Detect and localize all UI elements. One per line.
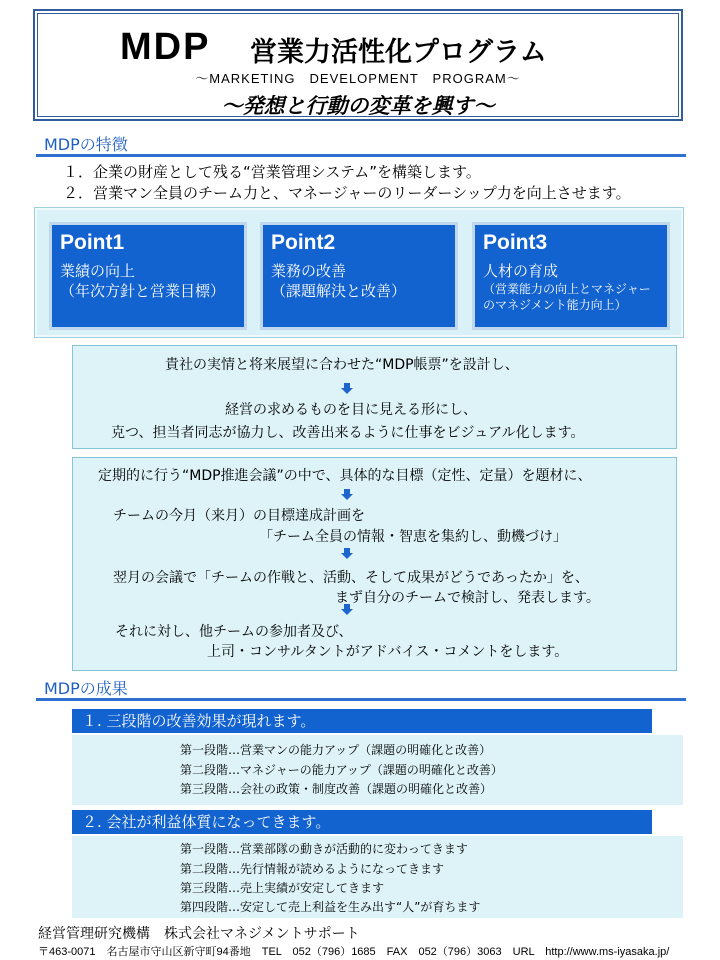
flow-line: 上司・コンサルタントがアドバイス・コメントをします。 — [207, 644, 569, 660]
result-item: 第三段階…会社の政策・制度改善（課題の明確化と改善） — [180, 782, 493, 796]
flow-line: チームの今月（来月）の目標達成計画を — [113, 508, 365, 524]
feature-item-1: １．企業の財産として残る“営業管理システム”を構築します。 — [63, 163, 481, 181]
point-line: 業績の向上 — [60, 262, 136, 280]
flow-line: 翌月の会議で「チームの作戦と、活動、そして成果がどうであったか」を、 — [113, 570, 589, 586]
result-item: 第二段階…先行情報が読めるようになってきます — [180, 862, 445, 876]
results-rule — [36, 698, 686, 701]
features-rule — [36, 154, 686, 157]
result-item: 第二段階…マネジャーの能力アップ（課題の明確化と改善） — [180, 763, 503, 777]
result-item: 第一段階…営業マンの能力アップ（課題の明確化と改善） — [180, 743, 492, 757]
flow-line: 定期的に行う“MDP推進会議”の中で、具体的な目標（定性、定量）を題材に、 — [98, 468, 592, 484]
point-title: Point2 — [271, 231, 336, 254]
point-line: （営業能力の向上とマネジャー — [483, 282, 651, 296]
flow-line: 経営の求めるものを目に見える形にし、 — [225, 402, 477, 418]
result-heading-1: １. 三段階の改善効果が現れます。 — [72, 709, 652, 733]
point-title: Point1 — [60, 231, 125, 254]
points-panel — [34, 207, 684, 338]
flow-line: 「チーム全員の情報・智恵を集約し、動機づけ」 — [259, 529, 567, 545]
point-line: 人材の育成 — [483, 262, 559, 280]
point-line: （課題解決と改善） — [271, 282, 407, 300]
flow-box-design — [72, 345, 677, 449]
result-item: 第四段階…安定して売上利益を生み出す“人”が育ちます — [180, 900, 481, 914]
tagline: 〜発想と行動の変革を興す〜 — [221, 94, 495, 118]
result-box-2 — [72, 836, 683, 918]
point-line: （年次方針と営業目標） — [60, 282, 226, 300]
flow-line: それに対し、他チームの参加者及び、 — [115, 624, 353, 640]
flow-line: 克つ、担当者同志が協力し、改善出来るように仕事をビジュアル化します。 — [111, 425, 585, 441]
header-box — [33, 9, 683, 121]
title-program: 営業力活性化プログラム — [250, 37, 547, 68]
point-card-1 — [49, 222, 247, 330]
feature-item-2: ２．営業マン全員のチーム力と、マネージャーのリーダーシップ力を向上させます。 — [63, 184, 631, 202]
point-card-3 — [472, 222, 670, 330]
subtitle: 〜MARKETING DEVELOPMENT PROGRAM〜 — [195, 71, 521, 86]
point-title: Point3 — [483, 231, 548, 254]
results-title: MDPの成果 — [44, 679, 128, 698]
flow-box-meeting — [72, 457, 677, 671]
result-item: 第三段階…売上実績が安定してきます — [180, 881, 385, 895]
flow-line: 貴社の実情と将来展望に合わせた“MDP帳票”を設計し、 — [165, 357, 519, 373]
result-heading-2: ２. 会社が利益体質になってきます。 — [72, 810, 652, 834]
title-mdp: MDP — [120, 26, 211, 68]
flow-line: まず自分のチームで検討し、発表します。 — [335, 590, 600, 606]
point-line: のマネジメント能力向上） — [483, 298, 627, 312]
result-item: 第一段階…営業部隊の動きが活動的に変わってきます — [180, 842, 468, 856]
point-line: 業務の改善 — [271, 262, 347, 280]
point-card-2 — [260, 222, 458, 330]
footer-address: 〒463-0071 名古屋市守山区新守町94番地 TEL 052（796）1685 FAX 052（796）3063 URL http://www.ms-iyasaka.jp/ — [38, 946, 670, 958]
header-inner — [37, 13, 679, 117]
features-title: MDPの特徴 — [44, 135, 128, 154]
result-box-1 — [72, 735, 683, 805]
footer-organization: 経営管理研究機構 株式会社マネジメントサポート — [38, 926, 360, 942]
